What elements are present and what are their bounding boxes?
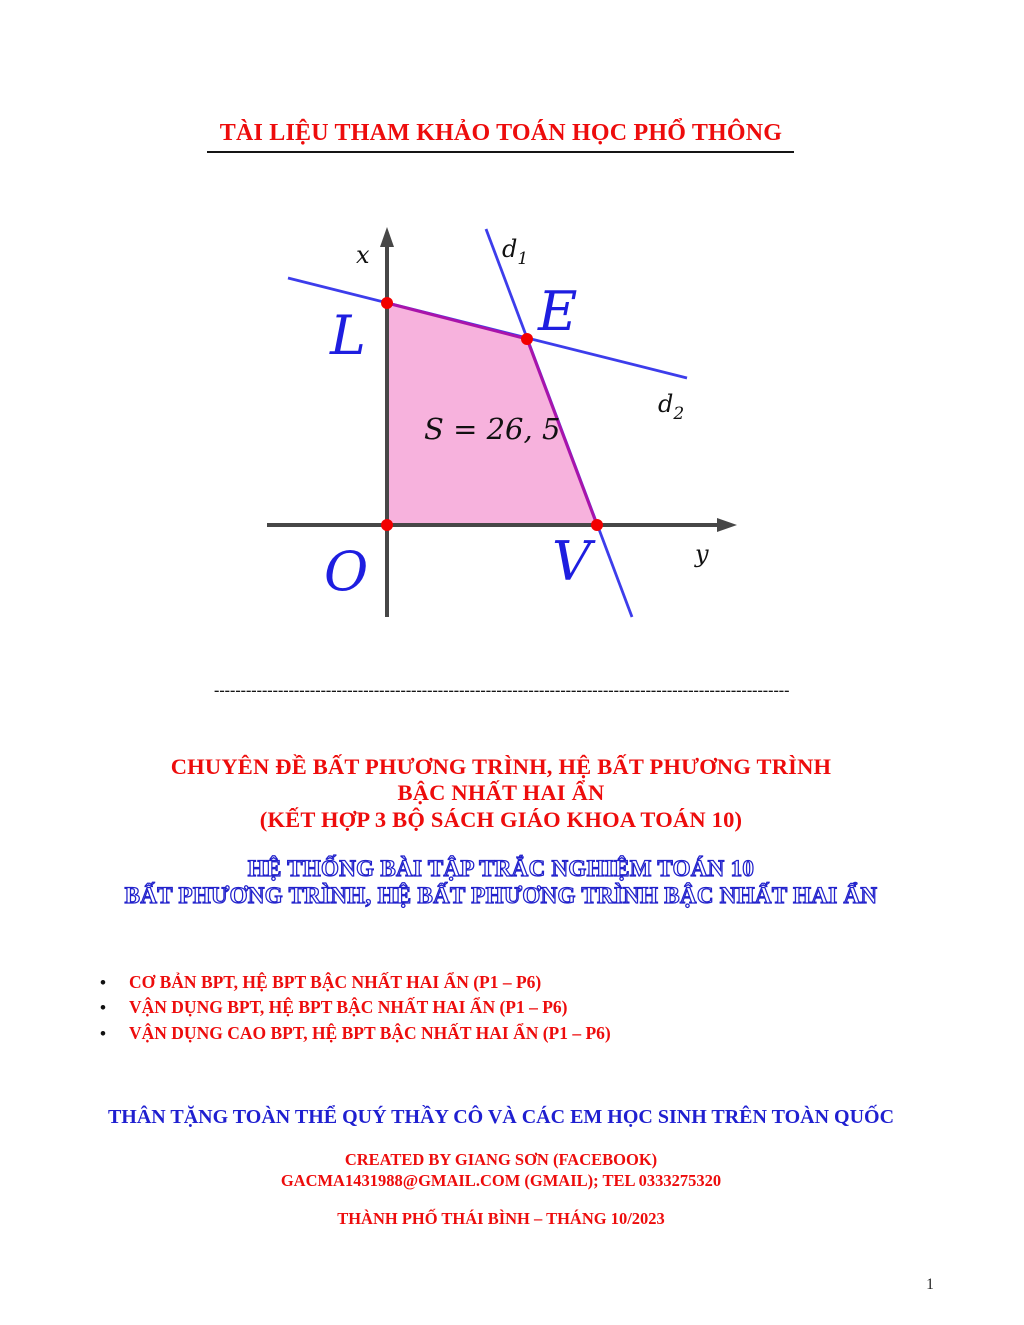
credits-author: CREATED BY GIANG SƠN (FACEBOOK)	[344, 1150, 658, 1169]
d1-label: $d_1$	[502, 235, 529, 269]
topic-line-2: BẬC NHẤT HAI ẨN	[397, 780, 605, 806]
credits-location: THÀNH PHỐ THÁI BÌNH – THÁNG 10/2023	[337, 1209, 665, 1228]
x-axis-arrow-icon	[380, 227, 394, 247]
subtitle-line-2: BẤT PHƯƠNG TRÌNH, HỆ BẤT PHƯƠNG TRÌNH BẬC NHẤT HAI ẨN	[124, 883, 878, 908]
vertex-label-O: O	[324, 540, 369, 603]
title-underline	[207, 151, 794, 153]
list-item	[100, 970, 611, 995]
point-dot-V	[591, 519, 603, 531]
list-item-label: VẬN DỤNG CAO BPT, HỆ BPT BẬC NHẤT HAI ẨN (P1 – P6)	[129, 1022, 611, 1043]
bullet-icon: •	[100, 973, 106, 992]
subtitle-line-1: HỆ THỐNG BÀI TẬP TRẮC NGHIỆM TOÁN 10	[247, 856, 755, 881]
page-number: 1	[926, 1276, 934, 1293]
list-item-label: VẬN DỤNG BPT, HỆ BPT BẬC NHẤT HAI ẨN (P1 – P6)	[129, 997, 568, 1018]
vertex-label-E: E	[538, 280, 578, 343]
dashed-separator: ------------------------------------------------------------------------------------------------------------	[214, 682, 790, 699]
bullet-icon: •	[100, 1023, 106, 1043]
subtitle-heading	[0, 855, 1002, 909]
y-axis-arrow-icon	[717, 518, 737, 532]
page-title: TÀI LIỆU THAM KHẢO TOÁN HỌC PHỔ THÔNG	[219, 120, 783, 147]
x-axis-label: x	[356, 241, 370, 269]
point-dot-E	[521, 333, 533, 345]
topic-line-3: (KẾT HỢP 3 BỘ SÁCH GIÁO KHOA TOÁN 10)	[259, 806, 743, 832]
list-item-label: CƠ BẢN BPT, HỆ BPT BẬC NHẤT HAI ẨN (P1 – P6)	[129, 972, 542, 992]
topic-line-1: CHUYÊN ĐỀ BẤT PHƯƠNG TRÌNH, HỆ BẤT PHƯƠNG TRÌNH	[170, 754, 832, 779]
credits-contact: GACMA1431988@GMAIL.COM (GMAIL); TEL 0333275320	[280, 1170, 722, 1190]
point-dot-L	[381, 297, 393, 309]
d2-label: $d_2$	[658, 390, 685, 424]
area-value-label: S = 26, 5	[424, 412, 561, 446]
vertex-label-V: V	[552, 530, 591, 593]
vertex-label-L: L	[330, 304, 366, 367]
point-dot-O	[381, 519, 393, 531]
list-item	[100, 1021, 611, 1046]
bullet-icon: •	[100, 998, 106, 1018]
topic-heading	[0, 754, 1002, 833]
geometry-figure	[250, 215, 750, 625]
contents-list	[100, 970, 611, 1046]
credits-block	[0, 1150, 1002, 1192]
y-axis-label: y	[695, 540, 709, 568]
list-item	[100, 995, 611, 1020]
dedication-line: THÂN TẶNG TOÀN THỂ QUÝ THẦY CÔ VÀ CÁC EM HỌC SINH TRÊN TOÀN QUỐC	[107, 1106, 895, 1128]
